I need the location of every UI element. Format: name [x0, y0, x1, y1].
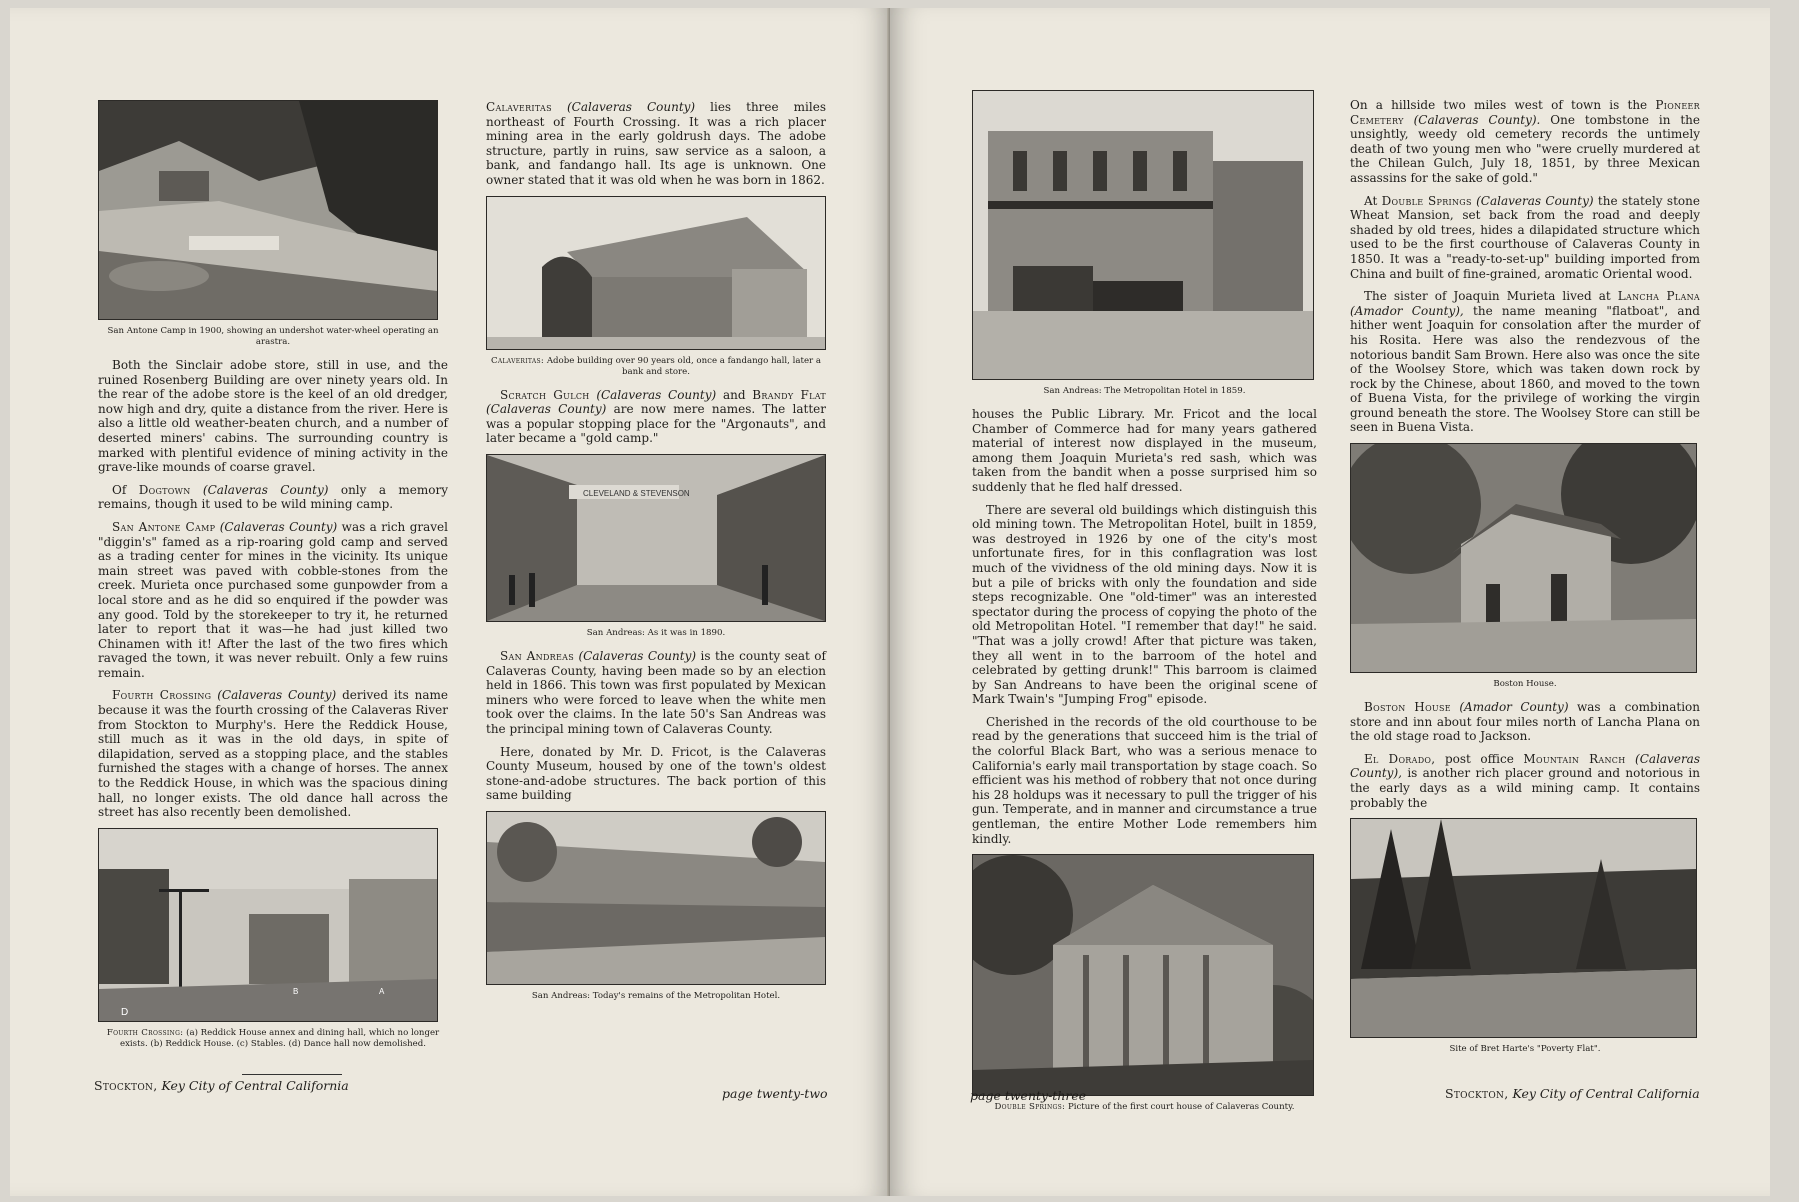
place-name: Double Springs [1381, 193, 1472, 208]
place-name: San Antone Camp [112, 519, 216, 534]
photo-san-antone-camp [98, 100, 438, 320]
paragraph: Cherished in the records of the old courthouse to be read by the generations that succeed him is the trial of the colorful Black Bart, who was a serious menace to California's early mail transportation by stage coach. So efficient was his method of robbery that not once during his 28 holdups was it necessary to pull the trigger of his gun. Temperate, and in manner and circumstance a true gentleman, the entire Mother Lode remembers him kindly. [972, 714, 1317, 846]
paragraph-san-antone: San Antone Camp (Calaveras County) was a rich gravel "diggin's" famed as a rip-roaring gold camp and served as a trading center for mines in the vicinity. Its unique main street was paved with cobble-stones from the creek. Murieta once purchased some gunpowder from a local store and as he did so enquired if the powder was any good. Told by the storekeeper to try it, he returned later to report that it was—he had just killed two Chinamen with it! After the last of the two fires which ravaged the town, it was never rebuilt. Only a few ruins remain. [98, 519, 448, 680]
photo-fourth-crossing [98, 828, 438, 1022]
place-name: Brandy Flat [752, 387, 826, 402]
right-column-2 [1350, 98, 1700, 1065]
paragraph-san-andreas: San Andreas (Calaveras County) is the county seat of Calaveras County, having been made so by an election held in 1866. This town was first populated by Mexican miners who were forced to leave when the white men took over the claims. In the late 50's San Andreas was the principal mining town of Calaveras County. [486, 648, 826, 736]
place-name: El Dorado, [1364, 751, 1436, 766]
paragraph-el-dorado: El Dorado, post office Mountain Ranch (Calaveras County), is another rich placer ground and notorious in the early days as a wild mining camp. It contains probably the [1350, 751, 1700, 810]
footer-rule [242, 1074, 342, 1075]
photo-double-springs-courthouse [972, 854, 1314, 1096]
photo-caption: Boston House. [1493, 679, 1557, 690]
photo-caption: Double Springs: Picture of the first court house of Calaveras County. [994, 1102, 1295, 1113]
place-name: Scratch Gulch [500, 387, 590, 402]
photo-marker-b: B [293, 986, 299, 996]
page-number-right: page twenty-three [970, 1088, 1087, 1103]
left-footer: Stockton, Key City of Central California [94, 1078, 349, 1093]
photo-poverty-flat [1350, 818, 1697, 1038]
place-name: Fourth Crossing [112, 688, 212, 703]
paragraph-lancha-plana: The sister of Joaquin Murieta lived at Lancha Plana (Amador County), the name meaning "flatboat", and hither went Joaquin for consolation after the murder of his Rosita. Here was also the rendezvous of the notorious bandit Sam Brown. Here also was once the site of the Woolsey Store, which was taken down rock by rock by the Chinese, about 1860, and moved to the town of Buena Vista, for the privilege of working the virgin ground beneath the store. The Woolsey Store can still be seen in Buena Vista. [1350, 289, 1700, 435]
book-spread [10, 8, 1792, 1196]
paragraph: Both the Sinclair adobe store, still in use, and the ruined Rosenberg Building are over ninety years old. In the rear of the adobe store is the keel of an old dredger, now high and dry, quite a distance from the river. Here is also a little old weather-beaten church, and a number of deserted miners' cabins. The surrounding country is marked with plentiful evidence of mining activity in the grave-like mounds of coarse gravel. [98, 358, 448, 475]
photo-metropolitan-remains [486, 811, 826, 985]
photo-sign: CLEVELAND & STEVENSON [583, 488, 690, 498]
place-name: Pioneer Cemetery [1350, 98, 1700, 127]
right-page [890, 8, 1770, 1196]
photo-marker-d: D [121, 1006, 129, 1018]
paragraph-dogtown: Of Dogtown (Calaveras County) only a memory remains, though it used to be wild mining camp. [98, 482, 448, 512]
right-column-1 [972, 90, 1317, 1123]
paragraph-pioneer-cemetery: On a hillside two miles west of town is the Pioneer Cemetery (Calaveras County). One tombstone in the unsightly, weedy old cemetery records the untimely death of two young men who "were cruelly murdered at the Chilean Gulch, July 18, 1851, by three Mexican assassins for the sake of gold." [1350, 98, 1700, 185]
paragraph-boston-house: Boston House (Amador County) was a combination store and inn about four miles north of Lancha Plana on the old stage road to Jackson. [1350, 700, 1700, 744]
paragraph-museum: Here, donated by Mr. D. Fricot, is the Calaveras County Museum, housed by one of the town's oldest stone-and-adobe structures. The back portion of this same building [486, 744, 826, 803]
photo-caption: San Antone Camp in 1900, showing an undershot water-wheel operating an arastra. [107, 326, 439, 347]
paragraph-fourth-crossing: Fourth Crossing (Calaveras County) derived its name because it was the fourth crossing of the Calaveras River from Stockton to Murphy's. Here the Reddick House, still much as it was in the old days, in spite of dilapidation, served as a stopping place, and the stables furnished the stages with a change of horses. The annex to the Reddick House, in which was the spacious dining hall, no longer exists. The old dance hall across the street has also recently been demolished. [98, 688, 448, 820]
paragraph-scratch-gulch: Scratch Gulch (Calaveras County) and Brandy Flat (Calaveras County) are now mere names. The latter was a popular stopping place for the "Argonauts", and later became a "gold camp." [486, 387, 826, 446]
photo-calaveritas-adobe [486, 196, 826, 350]
paragraph: houses the Public Library. Mr. Fricot and the local Chamber of Commerce had for many years gathered material of interest now displayed in the museum, among them Joaquin Murieta's red sash, which was taken from the bandit when a posse surprised him so suddenly that he fled half dressed. [972, 407, 1317, 494]
photo-caption: Site of Bret Harte's "Poverty Flat". [1449, 1044, 1601, 1055]
place-name: Lancha Plana [1617, 289, 1700, 304]
photo-caption: Calaveritas: Adobe building over 90 years old, once a fandango hall, later a bank and store. [490, 355, 822, 377]
place-name: Boston House [1364, 700, 1451, 715]
photo-san-andreas-1890 [486, 454, 826, 622]
photo-marker-a: A [379, 986, 385, 996]
place-name: San Andreas [500, 648, 574, 663]
photo-caption: Fourth Crossing: (a) Reddick House annex and dining hall, which no longer exists. (b) Reddick House. (c) Stables. (d) Dance hall now demolished. [106, 1027, 440, 1049]
photo-boston-house [1350, 443, 1697, 673]
paragraph-double-springs: At Double Springs (Calaveras County) the stately stone Wheat Mansion, set back from the road and deeply shaded by old trees, hides a dilapidated structure which used to be the first courthouse of Calaveras County in 1850. It was a "ready-to-set-up" building imported from China and built of fine-grained, aromatic Oriental wood. [1350, 193, 1700, 281]
place-name: Calaveritas [486, 100, 552, 114]
right-footer: Stockton, Key City of Central California [1445, 1086, 1700, 1101]
photo-metropolitan-hotel-1859 [972, 90, 1314, 380]
photo-caption: San Andreas: As it was in 1890. [586, 627, 726, 638]
place-name: Mountain Ranch [1523, 751, 1626, 766]
left-column-1 [98, 100, 448, 1060]
paragraph: There are several old buildings which distinguish this old mining town. The Metropolitan Hotel, built in 1859, was destroyed in 1926 by one of the city's most unfortunate fires, for in this conflagration was lost much of the vividness of the old mining days. Now it is but a pile of bricks with only the foundation and side steps recognizable. One "old-timer" was an interested spectator during the process of copying the photo of the old Metropolitan Hotel. "I remember that day!" he said. "That was a jolly crowd! After that picture was taken, they all went in to the barroom of the hotel and celebrated by getting drunk!" This barroom is claimed by San Andreans to have been the original scene of Mark Twain's "Jumping Frog" episode. [972, 502, 1317, 707]
left-column-2 [486, 100, 826, 1012]
page-number-left: page twenty-two [722, 1086, 828, 1101]
photo-caption: San Andreas: The Metropolitan Hotel in 1859. [1043, 386, 1246, 396]
left-page [10, 8, 890, 1196]
paragraph-calaveritas: Calaveritas (Calaveras County) lies three miles northeast of Fourth Crossing. It was a rich placer mining area in the early goldrush days. The adobe structure, partly in ruins, saw service as a saloon, a bank, and fandango hall. Its age is unknown. One owner stated that it was old when he was born in 1862. [486, 100, 826, 187]
photo-caption: San Andreas: Today's remains of the Metropolitan Hotel. [531, 990, 781, 1001]
place-name: Dogtown [138, 482, 191, 497]
